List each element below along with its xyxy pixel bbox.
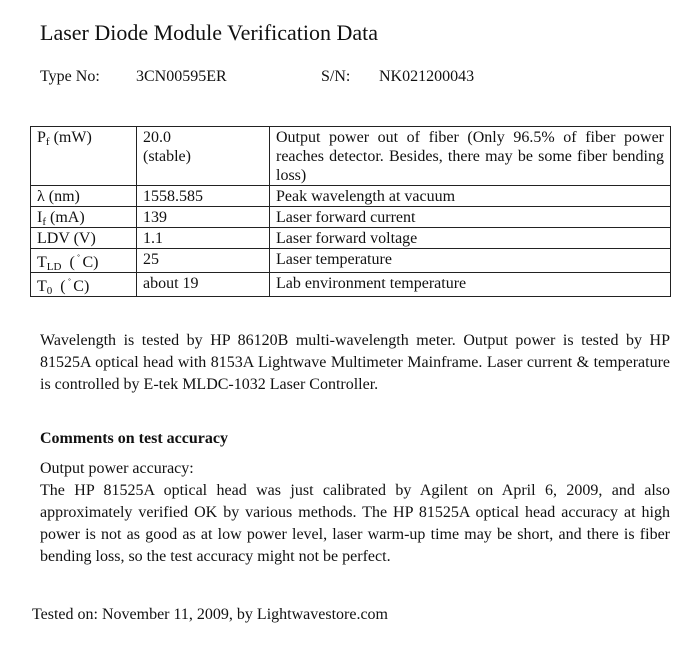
table-row — [31, 228, 671, 249]
value-cell: 139 — [137, 207, 270, 228]
description-cell: Output power out of fiber (Only 96.5% of fiber power reaches detector. Besides, there may be some fiber bending loss) — [270, 127, 671, 186]
accuracy-text: The HP 81525A optical head was just calibrated by Agilent on April 6, 2009, and also approximately verified OK by various methods. The HP 81525A optical head accuracy at high power is not as good as at low power level, laser warm-up time may be short, and there is fiber bending loss, so the test accuracy might not be perfect. — [40, 482, 670, 565]
table-row — [31, 207, 671, 228]
table-row — [31, 273, 671, 297]
table-row — [31, 249, 671, 273]
parameter-cell: $T_0$ ( ˚ C) — [31, 273, 137, 297]
value-cell: 1.1 — [137, 228, 270, 249]
value-cell: 20.0 (stable) — [137, 127, 270, 186]
parameter-cell: LDV (V) — [31, 228, 137, 249]
accuracy-label: Output power accuracy: — [40, 460, 194, 477]
table-row — [31, 186, 671, 207]
parameter-cell: $T_{LD}$ ( ˚ C) — [31, 249, 137, 273]
description-cell: Laser forward current — [270, 207, 671, 228]
description-cell: Laser forward voltage — [270, 228, 671, 249]
value-cell: 1558.585 — [137, 186, 270, 207]
sn-value: NK021200043 — [379, 68, 475, 85]
parameter-cell: $I_f$ (mA) — [31, 207, 137, 228]
accuracy-section — [40, 458, 670, 568]
document-title: Laser Diode Module Verification Data — [40, 20, 379, 45]
parameter-cell: $P_f$ (mW) — [31, 127, 137, 186]
sn-label: S/N: — [321, 68, 351, 85]
description-cell: Lab environment temperature — [270, 273, 671, 297]
value-cell: 25 — [137, 249, 270, 273]
verification-table — [30, 126, 671, 297]
tested-on-footer: Tested on: November 11, 2009, by Lightwavestore.com — [32, 606, 388, 623]
description-cell: Peak wavelength at vacuum — [270, 186, 671, 207]
parameter-cell: λ (nm) — [31, 186, 137, 207]
value-cell: about 19 — [137, 273, 270, 297]
comments-heading: Comments on test accuracy — [40, 430, 228, 447]
type-value: 3CN00595ER — [136, 68, 227, 85]
type-label: Type No: — [40, 68, 100, 85]
description-cell: Laser temperature — [270, 249, 671, 273]
test-equipment-paragraph: Wavelength is tested by HP 86120B multi-wavelength meter. Output power is tested by HP 81525A optical head with 8153A Lightwave Multimeter Mainframe. Laser current & temperature is controlled by E-tek MLDC-1032 Laser Controller. — [40, 332, 670, 393]
table-row — [31, 127, 671, 186]
